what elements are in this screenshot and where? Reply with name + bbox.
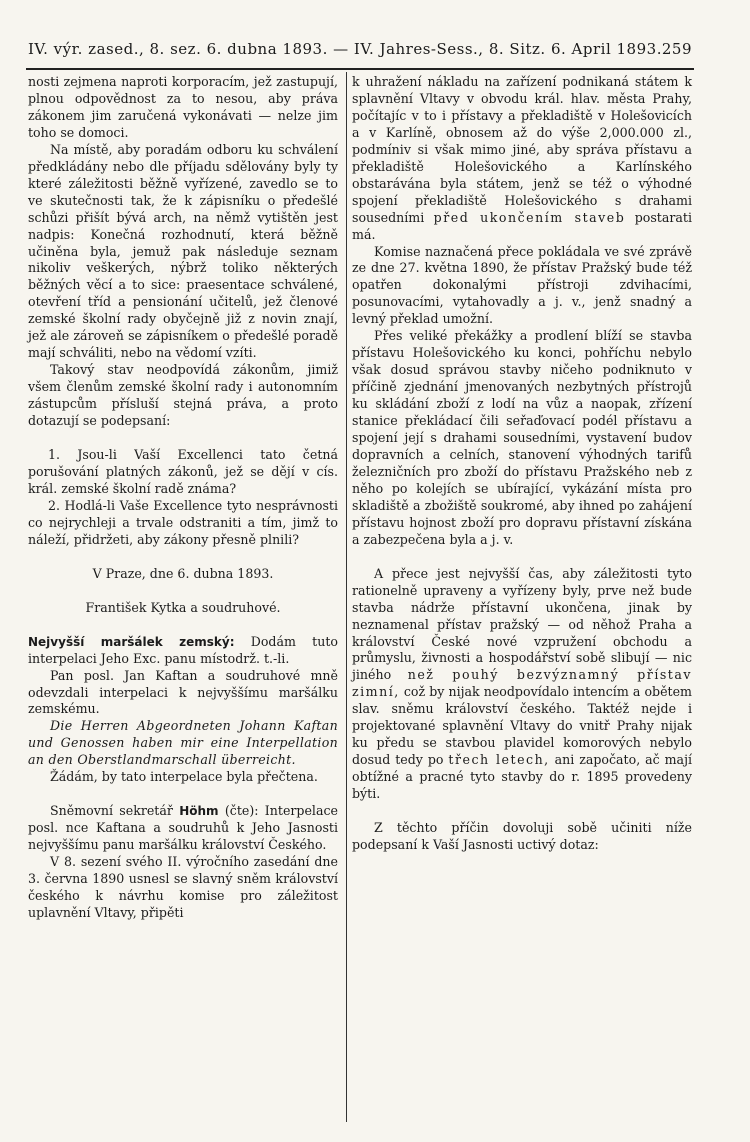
paragraph: Pan posl. Jan Kaftan a soudruhové mně odevzdali interpelaci k nejvyššímu maršálku zemskému. bbox=[28, 667, 338, 717]
spacer bbox=[28, 549, 338, 566]
header-rule bbox=[26, 68, 694, 70]
speech-secretary bbox=[28, 803, 338, 854]
spaced-emphasis: než pouhý bezvýznamný přístav zimní, bbox=[352, 667, 692, 700]
spacer bbox=[28, 583, 338, 600]
question-1: 1. Jsou-li Vaší Excellenci tato četná porušování platných zákonů, jež se dějí v cís. král. zemské školní radě známa? bbox=[28, 447, 338, 496]
left-column bbox=[28, 74, 338, 922]
running-title: IV. výr. zased., 8. sez. 6. dubna 1893. — IV. Jahres-Sess., 8. Sitz. 6. April 1893. bbox=[28, 40, 662, 58]
speech-marshal bbox=[28, 634, 338, 668]
speaker-role: Sněmovní sekretář bbox=[50, 803, 173, 819]
column-divider bbox=[346, 72, 347, 1122]
spacer bbox=[28, 617, 338, 634]
speaker-name: Höhm bbox=[179, 804, 219, 819]
paragraph: Na místě, aby poradám odboru ku schválení předkládány nebo dle příjadu sdělovány byly ty které záležitosti běžně vyřízené, zavedlo se to ve skutečnosti tak, že k zápisníku o předešlé schůzi přišít bývá arch, na němž vytištěn jest nadpis: Konečná rozhodnutí, která běžně učiněna byla, jemuž pak následuje seznam nikoliv veškerých, nýbrž toliko některých běžných věcí a to sice: praesentace schválené, otevření tříd a pensionání učitelů, jež členové zemské školní rady obyčejně již z novin znají, jež ale zároveň se zápisníkem o předešlé poradě mají schváliti, nebo na vědomí vzíti. bbox=[28, 141, 338, 361]
paragraph: nosti zejmena naproti korporacím, jež zastupují, plnou odpovědnost za to nesou, aby práva zákonem jim zaručená vykonávati — nelze jim toho se domoci. bbox=[28, 74, 338, 140]
question-2: 2. Hodlá-li Vaše Excellence tyto nesprávnosti co nejrychleji a trvale odstraniti a tím, jimž to náleží, přidržeti, aby zákony přesně plnili? bbox=[28, 497, 338, 547]
page-number: 259 bbox=[661, 40, 692, 58]
speech-text: (čte): Interpelace posl. nce Kaftana a soudruhů k Jeho Jasnosti nejvyššímu panu maršálku království Českého. bbox=[28, 803, 338, 853]
paragraph: Žádám, by tato interpelace byla přečtena. bbox=[50, 769, 318, 785]
paragraph: Komise naznačená přece pokládala ve své zprávě ze dne 27. května 1890, že přístav Pražský bude též opatřen dokonalými přístroji zdvihacími, posunovacími, vytahovadly a j. v., jenž snadný a levný překlad umožní. bbox=[352, 243, 692, 327]
spaced-emphasis: třech letech, bbox=[448, 752, 550, 768]
paragraph: k uhražení nákladu na zařízení podnikaná státem k splavnění Vltavy v obvodu král. hlav. města Prahy, počítajíc v to i přístavy a překladiště v Holešovicích a v Karlíně, obnosem až do výše 2,000.000 zl., podmíniv si však mimo jiné, aby správa přístavu a překladiště Holešovického a Karlínského obstarávána byla státem, jenž se též o výhodné spojení překladiště Holešovického s drahami sousedními před ukončením staveb postarati má. bbox=[352, 74, 692, 242]
paragraph: Takový stav neodpovídá zákonům, jimiž všem členům zemské školní rady i autonomním zástupcům přísluší stejná práva, a proto dotazují se podepsaní: bbox=[28, 362, 338, 429]
spacer bbox=[28, 430, 338, 447]
date-line: V Praze, dne 6. dubna 1893. bbox=[92, 565, 274, 581]
speaker-name: Nejvyšší maršálek zemský: bbox=[28, 634, 235, 649]
paragraph: A přece jest nejvyšší čas, aby záležitosti tyto rationelně upraveny a vyřízeny byly, prve než bude stavba nádrže přístavní ukončena, jinak by neznamenal přístav pražský — od něhož Praha a království České nové vzpružení obchodu a průmyslu, živnosti a hospodářství sobě slibují — nic jiného než pouhý bezvýznamný přístav zimní, což by nijak neodpovídalo intencím a obětem slav. sněmu království českého. Taktéž nejde i projektované splavnění Vltavy do vnitř Prahy nijak ku předu se stavbou plavidel komorových nebylo dosud tedy po třech letech, ani započato, ač mají obtížné a pracné tyto stavby do r. 1895 provedeny býti. bbox=[352, 565, 692, 802]
speech-text: Dodám tuto interpelaci Jeho Exc. panu místodrž. t.-li. bbox=[28, 633, 338, 666]
spaced-emphasis: před ukončením staveb bbox=[433, 209, 626, 225]
running-header bbox=[28, 40, 692, 58]
paragraph: V 8. sezení svého II. výročního zasedání dne 3. června 1890 usnesl se slavný sněm království českého k návrhu komise pro záležitost uplavnění Vltavy, připěti bbox=[28, 854, 338, 920]
paragraph: Z těchto příčin dovoluji sobě učiniti níže podepsaní k Vaší Jasnosti uctivý dotaz: bbox=[352, 820, 692, 852]
signature-line: František Kytka a soudruhové. bbox=[85, 599, 281, 615]
right-column bbox=[352, 74, 692, 854]
paragraph: Přes veliké překážky a prodlení blíží se stavba přístavu Holešovického ku konci, pohříchu nebylo však dosud správou stavby ničeho podniknuto v příčině zjednání jmenovaných nezbytných přístrojů ku skládání zboží z lodí na vůz a naopak, zřízení stanice překládací čili seřaďovací podél přístavu a spojení její s drahami sousedními, vystavení budov dopravních a celních, stanovení výhodných tarifů železničních pro zboží do přístavu Pražského neb z něho po kolejích se ubírající, vykázání místa pro skladiště a zbožiště soukromé, aby ihned po zahájení přístavu hojnost zboží pro dopravu přístavní získána a zabezpečena byla a j. v. bbox=[352, 328, 692, 547]
german-paragraph: Die Herren Abgeordneten Johann Kaftan und Genossen haben mir eine Interpellation an den Oberstlandmarschall überreicht. bbox=[28, 718, 338, 768]
spacer bbox=[352, 803, 692, 820]
spacer bbox=[28, 786, 338, 803]
spacer bbox=[352, 549, 692, 566]
